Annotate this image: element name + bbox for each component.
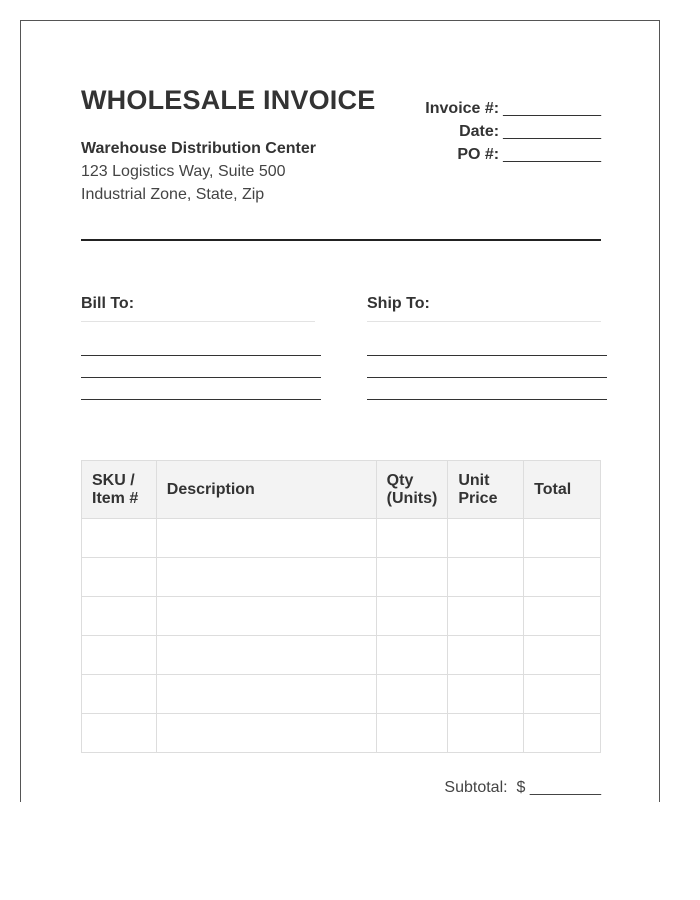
bill-to-line[interactable] — [81, 377, 321, 378]
qty-header: Qty (Units) — [376, 461, 448, 519]
po-number-blank[interactable]: ___________ — [503, 146, 601, 163]
date-blank[interactable]: ___________ — [503, 123, 601, 140]
total-cell[interactable] — [524, 519, 601, 558]
qty-cell[interactable] — [376, 675, 448, 714]
po-number-row — [425, 143, 601, 166]
table-row — [82, 597, 601, 636]
sku-cell[interactable] — [82, 519, 157, 558]
header-divider — [81, 239, 601, 241]
company-block — [81, 137, 316, 206]
company-address-line2: Industrial Zone, State, Zip — [81, 186, 265, 203]
date-label: Date: — [459, 123, 500, 140]
subtotal-blank[interactable]: ________ — [529, 779, 601, 796]
ship-to-section — [367, 295, 607, 400]
sku-cell[interactable] — [82, 558, 157, 597]
table-row — [82, 714, 601, 753]
table-row — [82, 675, 601, 714]
subtotal-row — [444, 779, 601, 797]
table-row — [82, 558, 601, 597]
bill-to-line[interactable] — [81, 355, 321, 356]
sku-cell[interactable] — [82, 597, 157, 636]
invoice-number-blank[interactable]: ___________ — [503, 100, 601, 117]
unit-price-cell[interactable] — [448, 597, 524, 636]
description-cell[interactable] — [156, 714, 376, 753]
subtotal-label: Subtotal: — [444, 779, 508, 796]
description-cell[interactable] — [156, 675, 376, 714]
total-cell[interactable] — [524, 558, 601, 597]
company-name: Warehouse Distribution Center — [81, 140, 316, 157]
qty-cell[interactable] — [376, 519, 448, 558]
total-cell[interactable] — [524, 714, 601, 753]
description-header: Description — [156, 461, 376, 519]
unit-price-cell[interactable] — [448, 714, 524, 753]
po-number-label: PO #: — [457, 146, 500, 163]
description-cell[interactable] — [156, 519, 376, 558]
table-body — [82, 519, 601, 753]
total-cell[interactable] — [524, 675, 601, 714]
bill-to-section — [81, 295, 321, 400]
date-row — [425, 120, 601, 143]
unit-price-cell[interactable] — [448, 675, 524, 714]
description-cell[interactable] — [156, 636, 376, 675]
invoice-number-label: Invoice #: — [425, 100, 500, 117]
sku-cell[interactable] — [82, 636, 157, 675]
qty-cell[interactable] — [376, 636, 448, 675]
invoice-meta — [425, 97, 601, 166]
total-header: Total — [524, 461, 601, 519]
ship-to-line[interactable] — [367, 355, 607, 356]
sku-cell[interactable] — [82, 675, 157, 714]
subtotal-currency: $ — [516, 779, 526, 796]
ship-to-line[interactable] — [367, 377, 607, 378]
unit-price-header: Unit Price — [448, 461, 524, 519]
description-cell[interactable] — [156, 558, 376, 597]
invoice-number-row — [425, 97, 601, 120]
ship-to-label: Ship To: — [367, 295, 601, 322]
sku-header: SKU / Item # — [82, 461, 157, 519]
total-cell[interactable] — [524, 597, 601, 636]
invoice-title: WHOLESALE INVOICE — [81, 85, 376, 115]
bill-to-label: Bill To: — [81, 295, 315, 322]
ship-to-line[interactable] — [367, 399, 607, 400]
table-header-row — [82, 461, 601, 519]
bill-to-line[interactable] — [81, 399, 321, 400]
qty-cell[interactable] — [376, 558, 448, 597]
table-row — [82, 519, 601, 558]
company-address-line1: 123 Logistics Way, Suite 500 — [81, 163, 286, 180]
qty-cell[interactable] — [376, 714, 448, 753]
sku-cell[interactable] — [82, 714, 157, 753]
unit-price-cell[interactable] — [448, 519, 524, 558]
description-cell[interactable] — [156, 597, 376, 636]
invoice-page — [20, 20, 660, 802]
qty-cell[interactable] — [376, 597, 448, 636]
total-cell[interactable] — [524, 636, 601, 675]
items-table — [81, 460, 601, 753]
unit-price-cell[interactable] — [448, 636, 524, 675]
table-row — [82, 636, 601, 675]
unit-price-cell[interactable] — [448, 558, 524, 597]
